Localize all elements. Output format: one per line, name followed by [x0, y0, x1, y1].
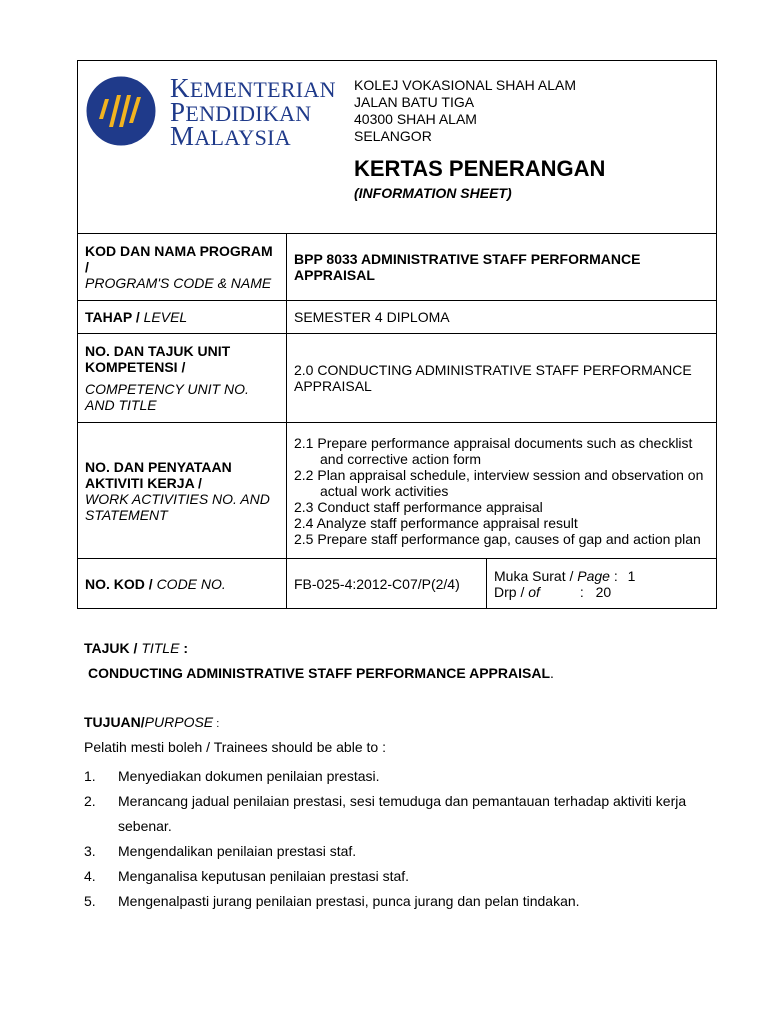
header-cell: [78, 61, 717, 234]
activity-item: 2.3 Conduct staff performance appraisal: [294, 498, 543, 515]
activity-item: 2.4 Analyze staff performance appraisal result: [294, 514, 578, 531]
logo-line-1: KEMENTERIAN: [170, 73, 336, 103]
program-row: [78, 234, 717, 301]
purpose-item-text: Merancang jadual penilaian prestasi, sesi temuduga dan pemantauan terhadap aktiviti kerja sebenar.: [118, 793, 687, 834]
code-label-italic: CODE NO.: [156, 575, 226, 592]
program-label-italic: PROGRAM'S CODE & NAME: [85, 275, 272, 291]
title-label-italic: TITLE: [141, 640, 180, 656]
purpose-item: [84, 889, 704, 914]
unit-label: [78, 334, 287, 423]
purpose-item-number: 4.: [84, 868, 96, 884]
page-info: Muka Surat / Page : 1 Drp / of : 20: [487, 559, 717, 609]
information-sheet-table: [77, 60, 717, 609]
purpose-item: [84, 789, 704, 839]
program-value: BPP 8033 ADMINISTRATIVE STAFF PERFORMANCE APPRAISAL: [287, 234, 717, 301]
code-label-bold: NO. KOD /: [85, 575, 153, 592]
level-label-italic: LEVEL: [143, 309, 188, 325]
of-label-italic: of: [528, 583, 540, 600]
logo-line-3: MALAYSIA: [170, 121, 291, 151]
document-title: KERTAS PENERANGAN: [354, 156, 606, 181]
activities-list: [294, 435, 709, 547]
unit-row: [78, 334, 717, 423]
purpose-item-number: 2.: [84, 793, 96, 809]
code-row: [78, 559, 717, 609]
purpose-item-text: Mengenalpasti jurang penilaian prestasi, punca jurang dan pelan tindakan.: [118, 893, 580, 909]
document-subtitle: (INFORMATION SHEET): [354, 185, 512, 201]
page-label-italic: Page: [577, 567, 610, 584]
level-label-bold: TAHAP /: [85, 309, 140, 325]
purpose-item-text: Mengendalikan penilaian prestasi staf.: [118, 843, 357, 859]
logo-line-2: PENDIDIKAN: [170, 97, 312, 127]
activity-item: 2.1 Prepare performance appraisal documents such as checklist and corrective action form: [294, 434, 693, 467]
activities-value: [287, 423, 717, 559]
activities-label: [78, 423, 287, 559]
level-label: [78, 301, 287, 334]
level-row: [78, 301, 717, 334]
college-address: [354, 77, 576, 145]
activities-row: [78, 423, 717, 559]
purpose-label-bold: TUJUAN/: [84, 714, 145, 730]
purpose-item-text: Menyediakan dokumen penilaian prestasi.: [118, 768, 380, 784]
unit-label-bold: NO. DAN TAJUK UNIT KOMPETENSI /: [85, 343, 231, 375]
activities-label-bold: NO. DAN PENYATAAN AKTIVITI KERJA /: [85, 458, 232, 491]
purpose-item-text: Menganalisa keputusan penilaian prestasi staf.: [118, 868, 410, 884]
level-value: SEMESTER 4 DIPLOMA: [287, 301, 717, 334]
code-value: FB-025-4:2012-C07/P(2/4): [287, 559, 487, 609]
purpose-item-number: 1.: [84, 768, 96, 784]
unit-value: 2.0 CONDUCTING ADMINISTRATIVE STAFF PERFORMANCE APPRAISAL: [287, 334, 717, 423]
activity-item: 2.2 Plan appraisal schedule, interview session and observation on actual work activities: [294, 466, 704, 499]
code-label: [78, 559, 287, 609]
title-text-value: CONDUCTING ADMINISTRATIVE STAFF PERFORMANCE APPRAISAL: [88, 665, 550, 681]
title-label-bold: TAJUK /: [84, 640, 138, 656]
title-text: CONDUCTING ADMINISTRATIVE STAFF PERFORMANCE APPRAISAL.: [88, 665, 554, 681]
purpose-item: [84, 839, 704, 864]
of-label: Drp /: [494, 583, 525, 600]
program-label-bold: KOD DAN NAMA PROGRAM /: [85, 243, 273, 275]
ministry-logo: [85, 73, 340, 151]
activities-label-italic: WORK ACTIVITIES NO. AND STATEMENT: [85, 490, 270, 523]
page-number: 1: [627, 567, 636, 584]
purpose-item-number: 3.: [84, 843, 96, 859]
address-line: KOLEJ VOKASIONAL SHAH ALAM: [354, 77, 577, 93]
address-line: SELANGOR: [354, 128, 432, 144]
page-label: Muka Surat /: [494, 567, 574, 584]
activity-item: 2.5 Prepare staff performance gap, causes of gap and action plan: [294, 530, 701, 547]
unit-label-italic: COMPETENCY UNIT NO. AND TITLE: [85, 381, 249, 413]
program-label: [78, 234, 287, 301]
purpose-list: [84, 764, 704, 914]
purpose-item: [84, 764, 704, 789]
total-pages: 20: [595, 583, 612, 600]
purpose-item-number: 5.: [84, 893, 96, 909]
title-heading: TAJUK / TITLE :: [84, 640, 188, 656]
purpose-item: [84, 864, 704, 889]
purpose-intro: Pelatih mesti boleh / Trainees should be able to :: [84, 739, 386, 755]
address-line: JALAN BATU TIGA: [354, 94, 475, 110]
ministry-emblem-icon: [85, 75, 157, 147]
address-line: 40300 SHAH ALAM: [354, 111, 477, 127]
purpose-label-italic: PURPOSE: [144, 714, 214, 730]
purpose-heading: TUJUAN/PURPOSE :: [84, 714, 220, 730]
